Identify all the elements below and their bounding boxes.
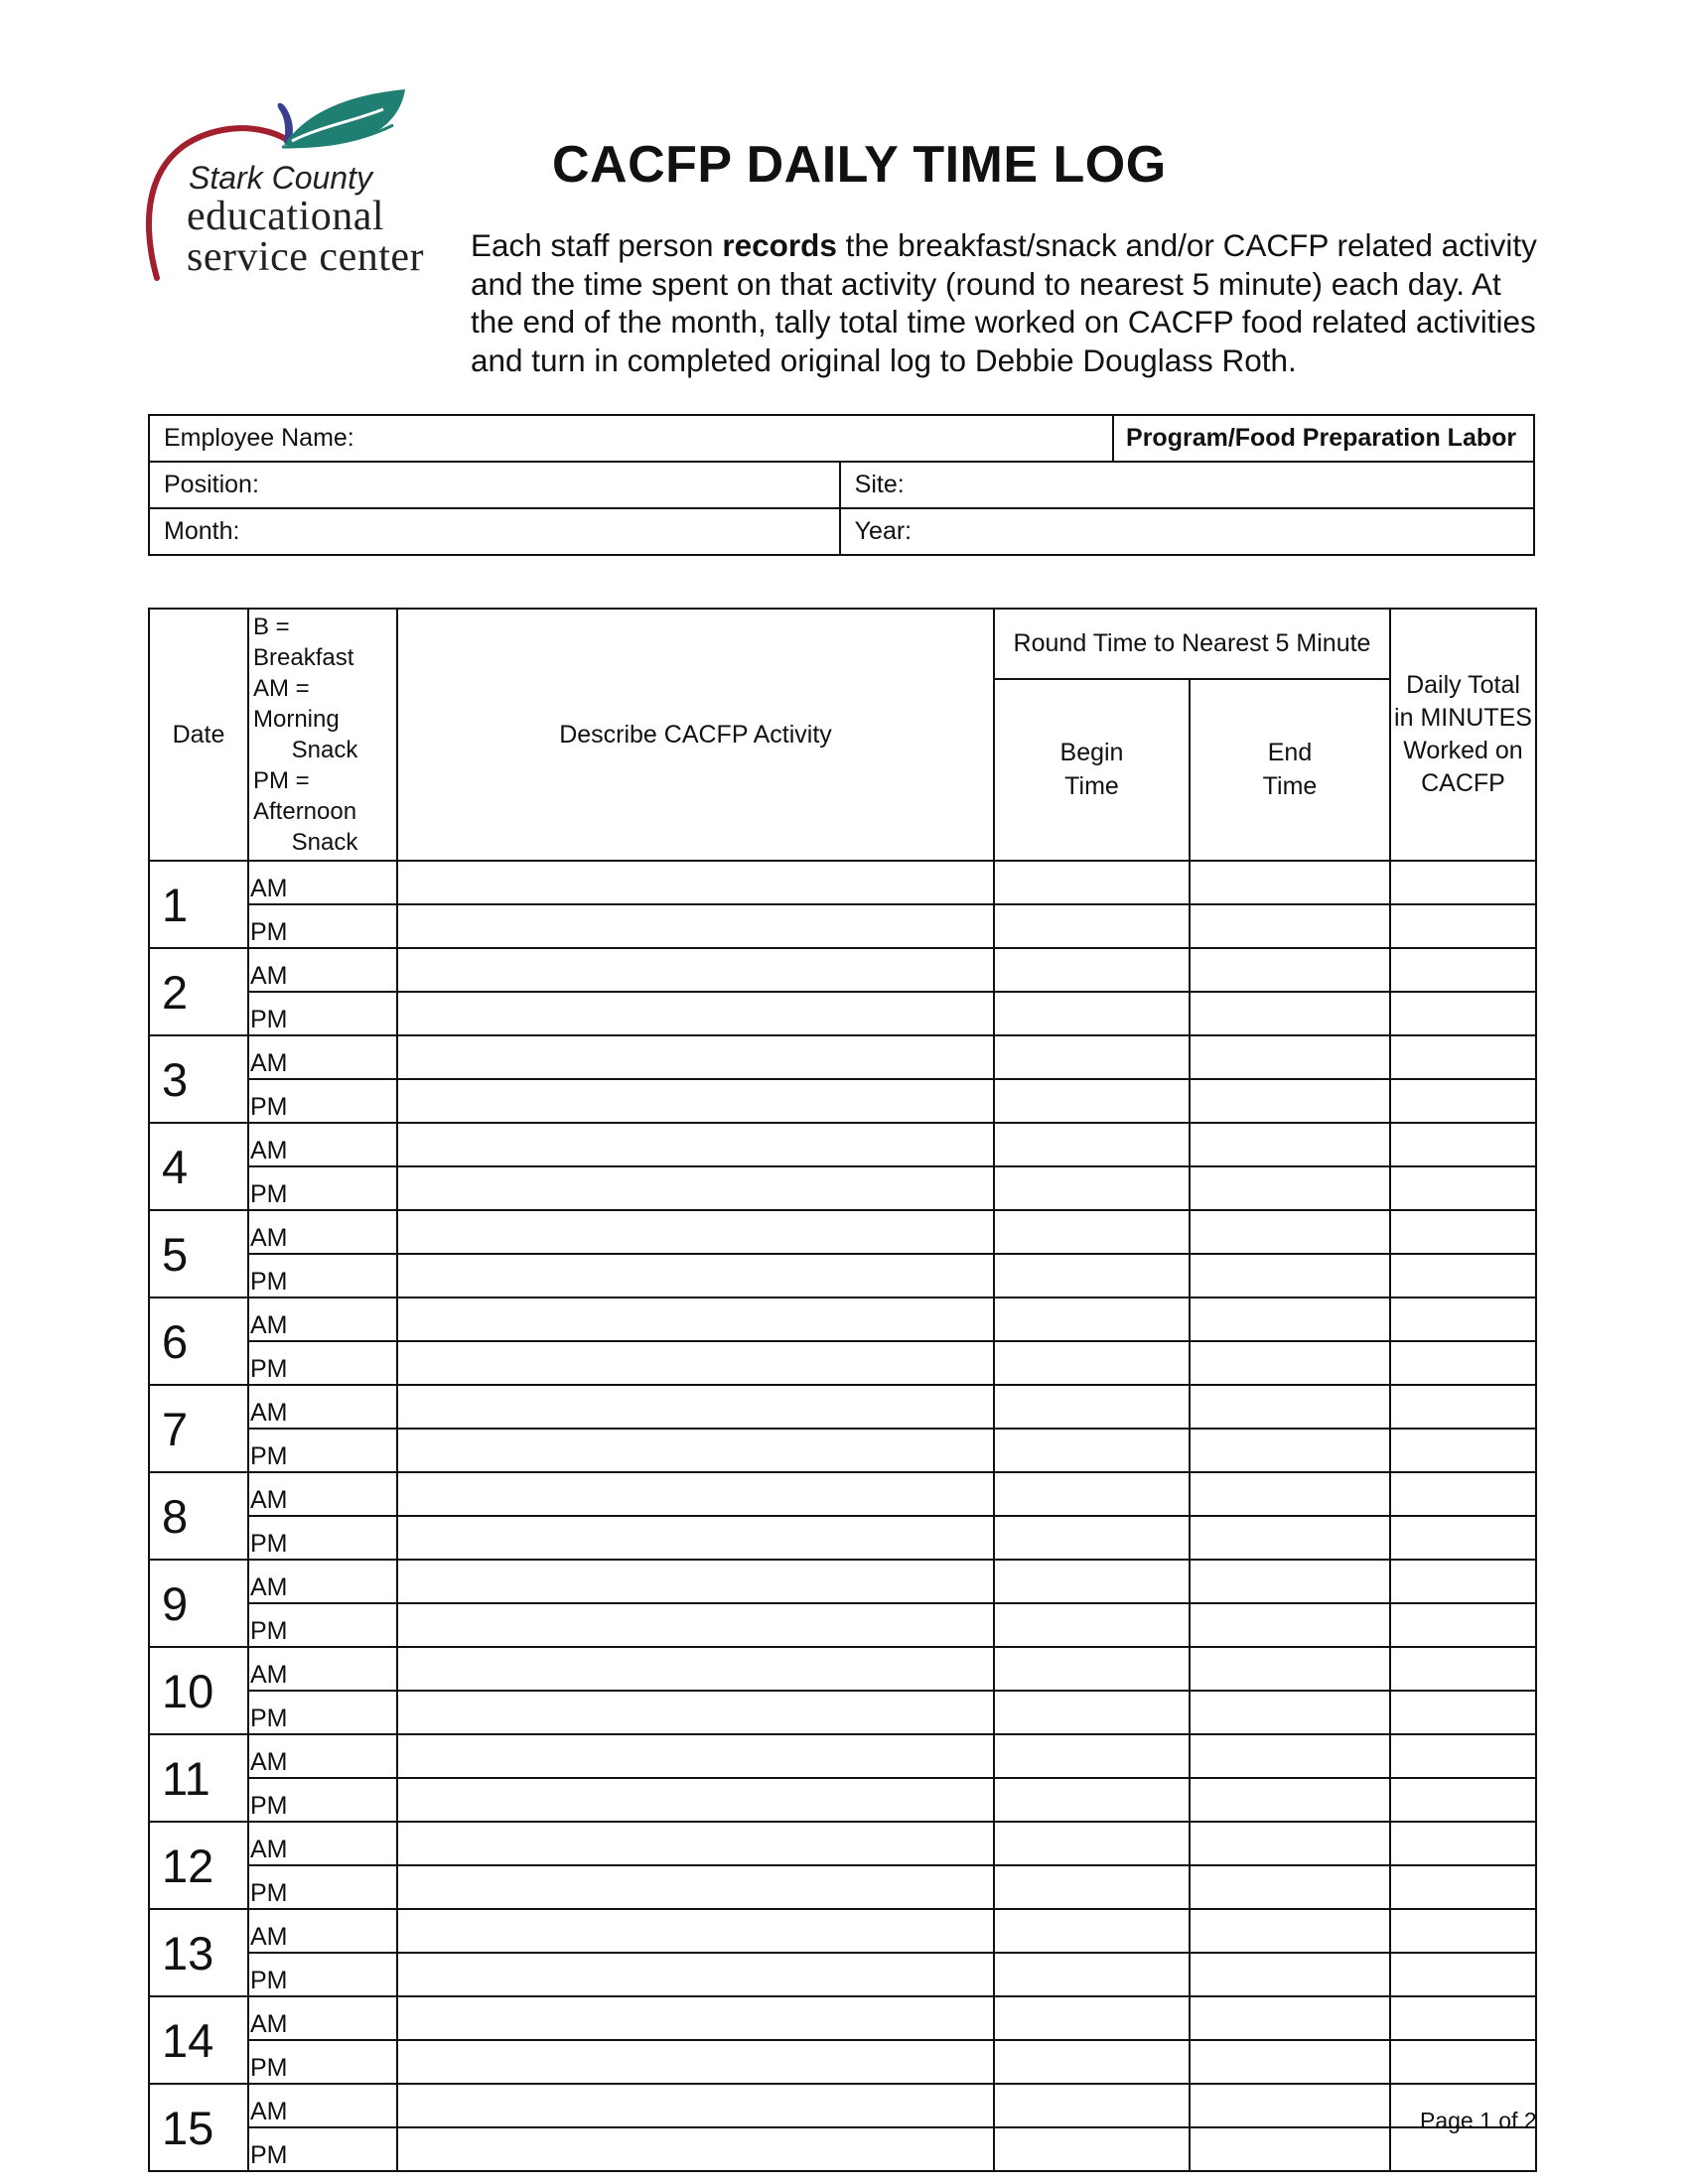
activity-cell[interactable] <box>397 1778 994 1822</box>
period-label-am: AM <box>248 1472 397 1516</box>
begin-time-cell[interactable] <box>994 1166 1190 1210</box>
begin-time-cell[interactable] <box>994 1778 1190 1822</box>
begin-time-cell[interactable] <box>994 1822 1190 1865</box>
daily-total-cell[interactable] <box>1390 1647 1536 1691</box>
period-label-pm: PM <box>248 1254 397 1297</box>
daily-total-cell[interactable] <box>1390 948 1536 992</box>
begin-time-cell[interactable] <box>994 1035 1190 1079</box>
log-row-am <box>149 861 1536 904</box>
period-label-am: AM <box>248 1210 397 1254</box>
end-time-cell[interactable] <box>1190 2127 1390 2171</box>
activity-cell[interactable] <box>397 1297 994 1341</box>
daily-total-cell[interactable] <box>1390 1603 1536 1647</box>
period-label-am: AM <box>248 1297 397 1341</box>
end-time-cell[interactable] <box>1190 2084 1390 2127</box>
date-cell: 1 <box>149 861 248 948</box>
activity-header: Describe CACFP Activity <box>397 609 994 861</box>
begin-time-cell[interactable] <box>994 861 1190 904</box>
begin-time-cell[interactable] <box>994 1254 1190 1297</box>
daily-total-cell[interactable] <box>1390 1516 1536 1560</box>
end-time-cell[interactable] <box>1190 1385 1390 1429</box>
activity-cell[interactable] <box>397 1472 994 1516</box>
daily-total-cell[interactable] <box>1390 1778 1536 1822</box>
total-line-1: Daily Total <box>1406 671 1520 699</box>
end-line-2: Time <box>1262 772 1318 801</box>
begin-time-cell[interactable] <box>994 2040 1190 2084</box>
date-cell: 8 <box>149 1472 248 1560</box>
begin-time-cell[interactable] <box>994 1210 1190 1254</box>
activity-cell[interactable] <box>397 1996 994 2040</box>
month-field[interactable]: Month: <box>149 508 840 555</box>
end-time-cell[interactable] <box>1190 1297 1390 1341</box>
end-time-cell[interactable] <box>1190 1953 1390 1996</box>
daily-total-cell[interactable] <box>1390 992 1536 1035</box>
begin-time-cell[interactable] <box>994 1516 1190 1560</box>
period-label-pm: PM <box>248 1429 397 1472</box>
log-row-am <box>149 1472 1536 1516</box>
period-label-am: AM <box>248 1385 397 1429</box>
log-row-am <box>149 1297 1536 1341</box>
daily-total-cell[interactable] <box>1390 1429 1536 1472</box>
period-label-am: AM <box>248 1035 397 1079</box>
activity-cell[interactable] <box>397 1385 994 1429</box>
intro-text-2: the breakfast/snack and/or CACFP related activity and the time spent on that activity (round to nearest 5 minute) each day. At the end of the month, tally total time worked on CACFP food related activities and turn in completed original log to Debbie Douglass Roth. <box>471 227 1537 378</box>
logo-text-line3: service center <box>187 234 425 280</box>
log-row-am <box>149 1909 1536 1953</box>
daily-total-cell[interactable] <box>1390 1254 1536 1297</box>
begin-time-cell[interactable] <box>994 1429 1190 1472</box>
daily-total-cell[interactable] <box>1390 1865 1536 1909</box>
date-cell: 7 <box>149 1385 248 1472</box>
log-row-pm <box>149 1865 1536 1909</box>
daily-total-cell[interactable] <box>1390 1953 1536 1996</box>
log-row-pm <box>149 2127 1536 2171</box>
period-label-pm: PM <box>248 1166 397 1210</box>
date-cell: 11 <box>149 1734 248 1822</box>
begin-time-cell[interactable] <box>994 2127 1190 2171</box>
period-label-pm: PM <box>248 1516 397 1560</box>
activity-cell[interactable] <box>397 1691 994 1734</box>
daily-total-cell[interactable] <box>1390 1210 1536 1254</box>
daily-total-cell[interactable] <box>1390 904 1536 948</box>
legend-afternoon: PM = Afternoon <box>253 767 357 825</box>
date-cell: 14 <box>149 1996 248 2084</box>
log-row-pm <box>149 1953 1536 1996</box>
activity-cell[interactable] <box>397 948 994 992</box>
date-cell: 13 <box>149 1909 248 1996</box>
log-row-am <box>149 1647 1536 1691</box>
period-label-pm: PM <box>248 1691 397 1734</box>
log-row-am <box>149 1734 1536 1778</box>
activity-cell[interactable] <box>397 1166 994 1210</box>
end-time-cell[interactable] <box>1190 1909 1390 1953</box>
begin-time-cell[interactable] <box>994 948 1190 992</box>
log-row-pm <box>149 1691 1536 1734</box>
daily-total-cell[interactable] <box>1390 1734 1536 1778</box>
activity-cell[interactable] <box>397 1822 994 1865</box>
begin-time-cell[interactable] <box>994 1909 1190 1953</box>
date-cell: 9 <box>149 1560 248 1647</box>
total-line-3: Worked on <box>1403 737 1523 764</box>
log-row-pm <box>149 2040 1536 2084</box>
period-label-am: AM <box>248 1909 397 1953</box>
period-label-pm: PM <box>248 2127 397 2171</box>
daily-total-cell[interactable] <box>1390 1822 1536 1865</box>
begin-time-cell[interactable] <box>994 1472 1190 1516</box>
period-label-pm: PM <box>248 2040 397 2084</box>
end-time-cell[interactable] <box>1190 1778 1390 1822</box>
log-row-am <box>149 2084 1536 2127</box>
begin-time-cell[interactable] <box>994 1123 1190 1166</box>
end-time-cell[interactable] <box>1190 1166 1390 1210</box>
log-row-pm <box>149 1778 1536 1822</box>
end-time-cell[interactable] <box>1190 904 1390 948</box>
period-label-am: AM <box>248 1647 397 1691</box>
activity-cell[interactable] <box>397 861 994 904</box>
begin-time-cell[interactable] <box>994 992 1190 1035</box>
log-row-am <box>149 1123 1536 1166</box>
total-line-4: CACFP <box>1421 769 1505 797</box>
end-time-header <box>1190 679 1390 861</box>
period-label-am: AM <box>248 1560 397 1603</box>
daily-total-cell[interactable] <box>1390 1123 1536 1166</box>
log-row-am <box>149 1210 1536 1254</box>
daily-total-cell[interactable] <box>1390 1079 1536 1123</box>
end-time-cell[interactable] <box>1190 1035 1390 1079</box>
page-number: Page 1 of 2 <box>1420 2108 1537 2133</box>
begin-time-cell[interactable] <box>994 1385 1190 1429</box>
daily-total-cell[interactable] <box>1390 1035 1536 1079</box>
begin-time-header <box>994 679 1190 861</box>
begin-time-cell[interactable] <box>994 1560 1190 1603</box>
activity-cell[interactable] <box>397 1647 994 1691</box>
year-field[interactable]: Year: <box>840 508 1534 555</box>
log-row-am <box>149 1385 1536 1429</box>
begin-time-cell[interactable] <box>994 2084 1190 2127</box>
date-cell: 3 <box>149 1035 248 1123</box>
log-row-pm <box>149 1079 1536 1123</box>
activity-cell[interactable] <box>397 2127 994 2171</box>
log-row-am <box>149 948 1536 992</box>
begin-line-1: Begin <box>1059 739 1124 767</box>
period-label-pm: PM <box>248 1778 397 1822</box>
date-cell: 12 <box>149 1822 248 1909</box>
period-label-am: AM <box>248 948 397 992</box>
activity-cell[interactable] <box>397 1865 994 1909</box>
log-row-pm <box>149 1429 1536 1472</box>
begin-time-cell[interactable] <box>994 1341 1190 1385</box>
end-time-cell[interactable] <box>1190 1472 1390 1516</box>
end-time-cell[interactable] <box>1190 1210 1390 1254</box>
activity-cell[interactable] <box>397 1035 994 1079</box>
log-row-pm <box>149 1166 1536 1210</box>
period-label-pm: PM <box>248 1865 397 1909</box>
date-header: Date <box>149 609 248 861</box>
activity-cell[interactable] <box>397 1734 994 1778</box>
daily-total-cell[interactable] <box>1390 1472 1536 1516</box>
date-cell: 2 <box>149 948 248 1035</box>
daily-total-cell[interactable] <box>1390 1909 1536 1953</box>
begin-time-cell[interactable] <box>994 1953 1190 1996</box>
end-time-cell[interactable] <box>1190 1865 1390 1909</box>
employee-info-table <box>148 414 1535 556</box>
period-label-am: AM <box>248 1996 397 2040</box>
period-label-pm: PM <box>248 1603 397 1647</box>
end-time-cell[interactable] <box>1190 1429 1390 1472</box>
daily-total-cell[interactable] <box>1390 1341 1536 1385</box>
legend-breakfast: B = Breakfast <box>253 614 354 671</box>
log-row-pm <box>149 1603 1536 1647</box>
begin-time-cell[interactable] <box>994 1603 1190 1647</box>
log-body <box>149 861 1536 2171</box>
activity-cell[interactable] <box>397 1909 994 1953</box>
activity-cell[interactable] <box>397 1953 994 1996</box>
intro-bold: records <box>722 227 837 263</box>
activity-cell[interactable] <box>397 1429 994 1472</box>
round-time-header: Round Time to Nearest 5 Minute <box>994 609 1390 679</box>
activity-cell[interactable] <box>397 1560 994 1603</box>
log-row-am <box>149 1035 1536 1079</box>
total-line-2: in MINUTES <box>1394 704 1532 732</box>
end-time-cell[interactable] <box>1190 1254 1390 1297</box>
daily-total-cell[interactable] <box>1390 1691 1536 1734</box>
activity-cell[interactable] <box>397 1254 994 1297</box>
activity-cell[interactable] <box>397 1341 994 1385</box>
daily-total-cell[interactable] <box>1390 1166 1536 1210</box>
date-cell: 5 <box>149 1210 248 1297</box>
end-time-cell[interactable] <box>1190 948 1390 992</box>
activity-cell[interactable] <box>397 1603 994 1647</box>
end-time-cell[interactable] <box>1190 992 1390 1035</box>
position-field[interactable]: Position: <box>149 462 840 508</box>
end-time-cell[interactable] <box>1190 1647 1390 1691</box>
period-label-am: AM <box>248 1123 397 1166</box>
end-time-cell[interactable] <box>1190 2040 1390 2084</box>
begin-time-cell[interactable] <box>994 1079 1190 1123</box>
intro-text-1: Each staff person <box>471 227 723 263</box>
log-row-pm <box>149 992 1536 1035</box>
period-label-am: AM <box>248 1822 397 1865</box>
program-label: Program/Food Preparation Labor <box>1113 415 1534 462</box>
meal-legend-header <box>248 609 397 861</box>
period-label-pm: PM <box>248 1341 397 1385</box>
begin-time-cell[interactable] <box>994 904 1190 948</box>
period-label-pm: PM <box>248 904 397 948</box>
activity-cell[interactable] <box>397 2040 994 2084</box>
end-line-1: End <box>1267 739 1313 767</box>
begin-line-2: Time <box>1064 772 1119 801</box>
daily-total-cell[interactable] <box>1390 1560 1536 1603</box>
log-row-pm <box>149 1254 1536 1297</box>
employee-name-field[interactable]: Employee Name: <box>149 415 1113 462</box>
logo-text-line2: educational <box>187 194 385 239</box>
end-time-cell[interactable] <box>1190 1734 1390 1778</box>
log-row-am <box>149 1822 1536 1865</box>
period-label-am: AM <box>248 861 397 904</box>
end-time-cell[interactable] <box>1190 1560 1390 1603</box>
begin-time-cell[interactable] <box>994 1865 1190 1909</box>
logo-text-line1: Stark County <box>189 160 372 196</box>
activity-cell[interactable] <box>397 2084 994 2127</box>
legend-morning: AM = Morning <box>253 675 340 733</box>
daily-total-cell[interactable] <box>1390 1297 1536 1341</box>
log-row-am <box>149 1560 1536 1603</box>
period-label-am: AM <box>248 1734 397 1778</box>
activity-cell[interactable] <box>397 904 994 948</box>
activity-cell[interactable] <box>397 1123 994 1166</box>
daily-total-cell[interactable] <box>1390 1385 1536 1429</box>
activity-cell[interactable] <box>397 1210 994 1254</box>
page-title: CACFP DAILY TIME LOG <box>552 136 1167 194</box>
end-time-cell[interactable] <box>1190 1996 1390 2040</box>
activity-cell[interactable] <box>397 1516 994 1560</box>
period-label-pm: PM <box>248 992 397 1035</box>
date-cell: 4 <box>149 1123 248 1210</box>
end-time-cell[interactable] <box>1190 1341 1390 1385</box>
daily-total-cell[interactable] <box>1390 861 1536 904</box>
end-time-cell[interactable] <box>1190 1822 1390 1865</box>
log-row-am <box>149 1996 1536 2040</box>
daily-time-log-table <box>148 608 1537 2172</box>
end-time-cell[interactable] <box>1190 1123 1390 1166</box>
period-label-am: AM <box>248 2084 397 2127</box>
begin-time-cell[interactable] <box>994 1691 1190 1734</box>
date-cell: 15 <box>149 2084 248 2171</box>
end-time-cell[interactable] <box>1190 1691 1390 1734</box>
begin-time-cell[interactable] <box>994 1297 1190 1341</box>
daily-total-header <box>1390 609 1536 861</box>
log-row-pm <box>149 1341 1536 1385</box>
period-label-pm: PM <box>248 1953 397 1996</box>
date-cell: 6 <box>149 1297 248 1385</box>
begin-time-cell[interactable] <box>994 1996 1190 2040</box>
daily-total-cell[interactable] <box>1390 1996 1536 2040</box>
daily-total-cell[interactable] <box>1390 2040 1536 2084</box>
site-field[interactable]: Site: <box>840 462 1534 508</box>
period-label-pm: PM <box>248 1079 397 1123</box>
end-time-cell[interactable] <box>1190 1516 1390 1560</box>
end-time-cell[interactable] <box>1190 1079 1390 1123</box>
date-cell: 10 <box>149 1647 248 1734</box>
log-row-pm <box>149 904 1536 948</box>
end-time-cell[interactable] <box>1190 1603 1390 1647</box>
sces-logo <box>145 85 433 284</box>
activity-cell[interactable] <box>397 1079 994 1123</box>
activity-cell[interactable] <box>397 992 994 1035</box>
begin-time-cell[interactable] <box>994 1647 1190 1691</box>
end-time-cell[interactable] <box>1190 861 1390 904</box>
instructions-paragraph <box>471 226 1543 379</box>
legend-snack-1: Snack <box>291 737 358 763</box>
begin-time-cell[interactable] <box>994 1734 1190 1778</box>
log-row-pm <box>149 1516 1536 1560</box>
legend-snack-2: Snack <box>291 829 358 856</box>
